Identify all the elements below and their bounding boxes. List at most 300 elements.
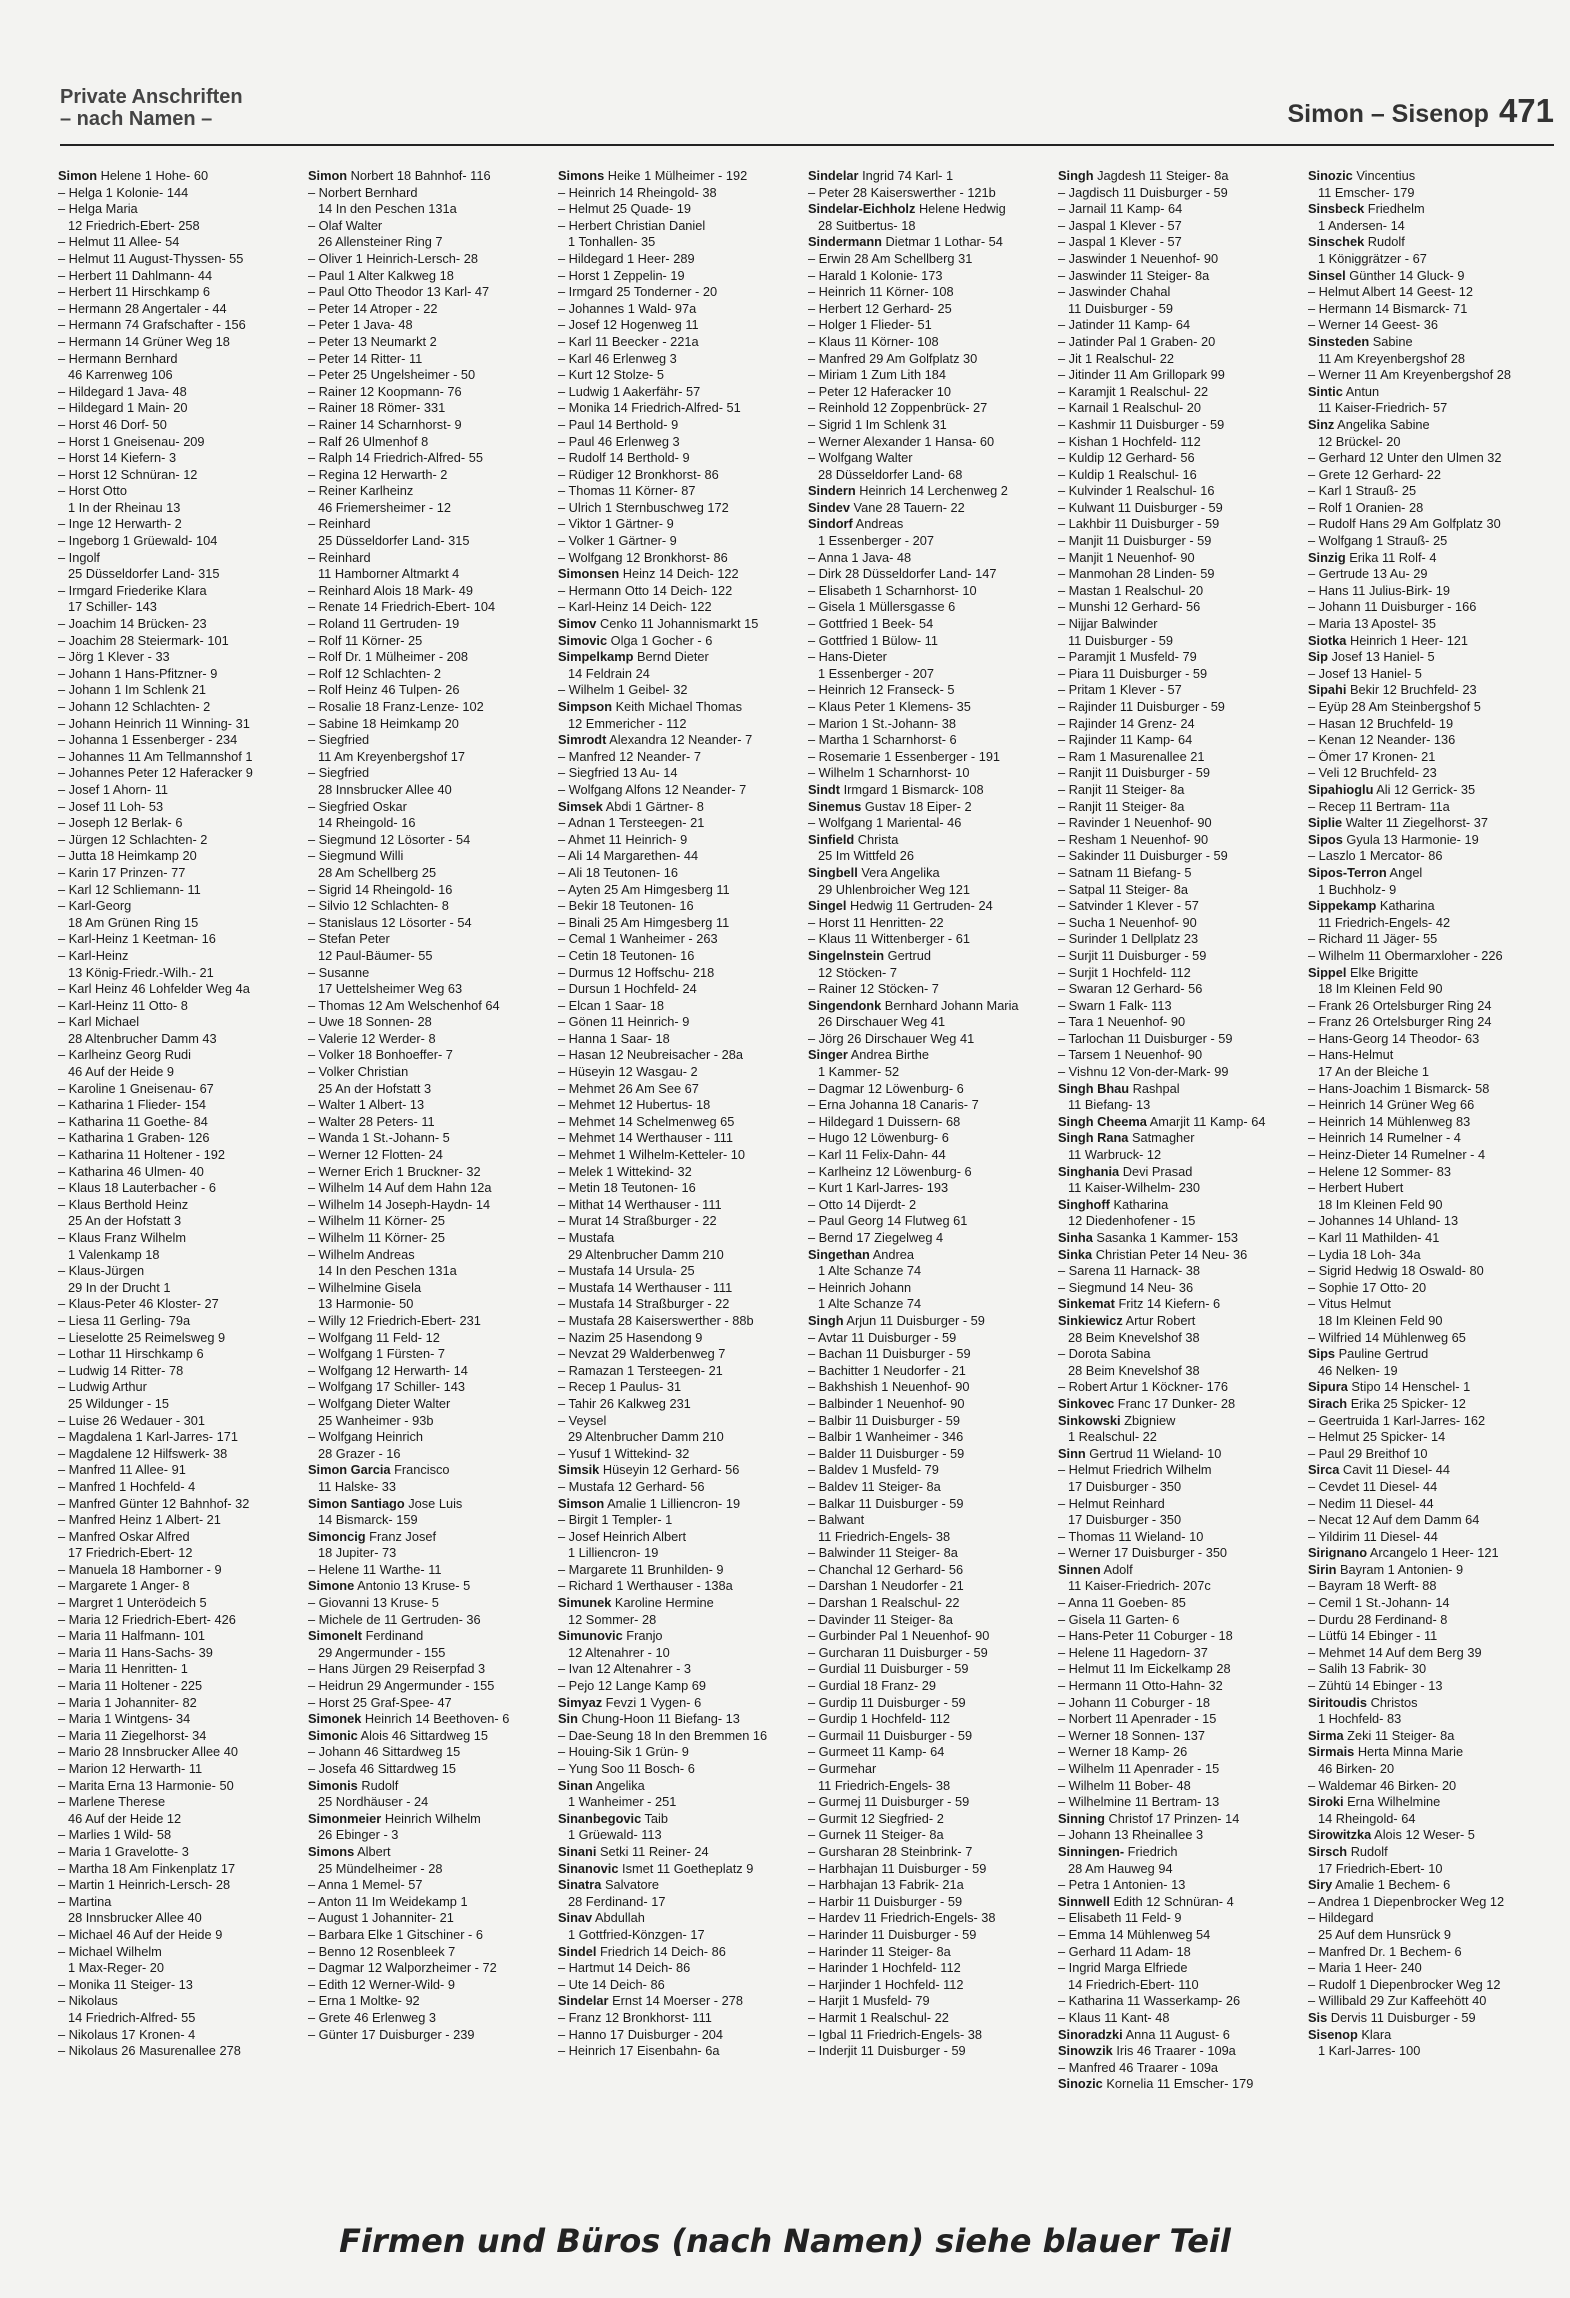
surname: Singelnstein bbox=[808, 947, 885, 963]
entry-text: – Giovanni 13 Kruse- 5 bbox=[308, 1595, 439, 1611]
directory-entry bbox=[1308, 1529, 1546, 1546]
entry-text: – Hermann 28 Angertaler - 44 bbox=[58, 300, 227, 316]
directory-entry bbox=[58, 1031, 296, 1048]
entry-text: 18 Am Grünen Ring 15 bbox=[68, 914, 199, 930]
directory-entry bbox=[58, 882, 296, 899]
entry-text: – Mustafa bbox=[558, 1230, 615, 1245]
directory-entry bbox=[308, 301, 546, 318]
directory-entry bbox=[58, 1728, 296, 1745]
directory-entry bbox=[1058, 765, 1296, 782]
entry-text: 17 Schiller- 143 bbox=[68, 599, 157, 615]
entry-text: – Peter 12 Haferacker 10 bbox=[808, 383, 951, 399]
directory-entry bbox=[308, 732, 546, 749]
directory-entry bbox=[58, 1512, 296, 1529]
directory-entry bbox=[558, 1230, 796, 1247]
entry-text: 12 Emmericher - 112 bbox=[568, 715, 687, 731]
entry-text: – Hüseyin 12 Wasgau- 2 bbox=[558, 1064, 698, 1080]
entry-text: Walter 11 Ziegelhorst- 37 bbox=[1345, 815, 1488, 831]
directory-entry bbox=[558, 251, 796, 268]
directory-entry bbox=[308, 1794, 546, 1811]
directory-entry bbox=[558, 516, 796, 533]
directory-entry bbox=[308, 649, 546, 666]
directory-entry bbox=[308, 168, 546, 185]
entry-text: – Gurdial 18 Franz- 29 bbox=[808, 1678, 937, 1694]
entry-text: – Baldev 11 Steiger- 8a bbox=[808, 1478, 941, 1494]
entry-text: – Josef Heinrich Albert bbox=[558, 1528, 687, 1544]
directory-entry bbox=[558, 1164, 796, 1181]
surname: Sirma bbox=[1308, 1727, 1344, 1743]
directory-entry bbox=[1058, 2076, 1296, 2093]
entry-text: – Ingrid Marga Elfriede bbox=[1058, 1960, 1188, 1976]
entry-text: 11 Hamborner Altmarkt 4 bbox=[318, 566, 460, 582]
directory-entry bbox=[1308, 682, 1546, 699]
surname: Sipahioglu bbox=[1308, 781, 1374, 797]
entry-text: – Baldev 1 Musfeld- 79 bbox=[808, 1462, 939, 1478]
entry-text: – Maria 11 Holtener - 225 bbox=[58, 1678, 203, 1694]
directory-entry bbox=[808, 815, 1046, 832]
entry-text: – Heinrich 12 Franseck- 5 bbox=[808, 682, 955, 698]
entry-text: – Jarnail 11 Kamp- 64 bbox=[1058, 201, 1183, 217]
directory-entry bbox=[1308, 1678, 1546, 1695]
directory-entry bbox=[558, 1031, 796, 1048]
directory-entry bbox=[1308, 1977, 1546, 1994]
directory-entry bbox=[1058, 1545, 1296, 1562]
entry-text: – Gerhard 12 Unter den Ulmen 32 bbox=[1308, 450, 1502, 466]
directory-entry bbox=[308, 1014, 546, 1031]
directory-entry bbox=[1308, 483, 1546, 500]
entry-text: – Josefa 46 Sittardweg 15 bbox=[308, 1761, 456, 1776]
directory-entry bbox=[558, 865, 796, 882]
entry-text: – Karl 11 Mathilden- 41 bbox=[1308, 1230, 1440, 1245]
directory-entry bbox=[808, 915, 1046, 932]
entry-text: 11 Friedrich-Engels- 42 bbox=[1318, 914, 1451, 930]
directory-entry bbox=[1308, 832, 1546, 849]
entry-text: – Ömer 17 Kronen- 21 bbox=[1308, 748, 1436, 764]
directory-entry bbox=[808, 483, 1046, 500]
directory-entry bbox=[558, 218, 796, 235]
entry-text: – Rudolf 14 Berthold- 9 bbox=[558, 450, 690, 466]
surname: Simon Santiago bbox=[308, 1495, 405, 1511]
entry-text: – Horst 1 Zeppelin- 19 bbox=[558, 267, 685, 283]
entry-text: – Siegmund Willi bbox=[308, 848, 404, 864]
directory-entry bbox=[808, 998, 1046, 1015]
surname: Sisenop bbox=[1308, 2026, 1358, 2042]
directory-entry bbox=[1308, 467, 1546, 484]
directory-entry bbox=[1308, 301, 1546, 318]
entry-text: – Johannes 14 Uhland- 13 bbox=[1308, 1213, 1459, 1229]
entry-text: – Werner 11 Am Kreyenbergshof 28 bbox=[1308, 367, 1511, 383]
section-title bbox=[60, 86, 243, 130]
directory-entry bbox=[58, 550, 296, 567]
directory-entry bbox=[1308, 1827, 1546, 1844]
directory-entry bbox=[308, 1346, 546, 1363]
directory-entry bbox=[308, 915, 546, 932]
entry-text: – Hans Jürgen 29 Reiserpfad 3 bbox=[308, 1661, 486, 1677]
entry-text: – Johann 12 Schlachten- 2 bbox=[58, 699, 211, 714]
directory-entry bbox=[58, 682, 296, 699]
entry-text: – Melek 1 Wittekind- 32 bbox=[558, 1163, 692, 1179]
directory-entry bbox=[1058, 1910, 1296, 1927]
directory-entry bbox=[58, 1844, 296, 1861]
entry-text: – Hasan 12 Bruchfeld- 19 bbox=[1308, 715, 1454, 731]
directory-entry bbox=[1058, 716, 1296, 733]
surname: Simonelt bbox=[308, 1628, 363, 1644]
directory-entry bbox=[1058, 915, 1296, 932]
entry-text: – Rajinder 11 Kamp- 64 bbox=[1058, 732, 1193, 748]
directory-entry bbox=[1058, 898, 1296, 915]
entry-text: – Erwin 28 Am Schellberg 31 bbox=[808, 250, 973, 266]
directory-entry bbox=[808, 1363, 1046, 1380]
surname: Sipahi bbox=[1308, 682, 1347, 698]
entry-text: – Erna 1 Moltke- 92 bbox=[308, 1993, 420, 2009]
directory-entry bbox=[58, 201, 296, 218]
entry-text: – Heinrich Johann bbox=[808, 1279, 912, 1295]
directory-entry bbox=[558, 1844, 796, 1861]
entry-text: – Mastan 1 Realschul- 20 bbox=[1058, 582, 1204, 598]
directory-entry bbox=[1308, 865, 1546, 882]
entry-text: – Magdalene 12 Hilfswerk- 38 bbox=[58, 1445, 228, 1461]
directory-entry bbox=[558, 1545, 796, 1562]
directory-entry bbox=[58, 931, 296, 948]
entry-text: 11 Am Kreyenbergshof 28 bbox=[1318, 350, 1466, 366]
directory-entry bbox=[558, 2043, 796, 2060]
directory-entry bbox=[558, 2027, 796, 2044]
entry-text: – Gottfried 1 Beek- 54 bbox=[808, 616, 934, 632]
directory-entry bbox=[1058, 1247, 1296, 1264]
entry-text: – Rolf Heinz 46 Tulpen- 26 bbox=[308, 682, 460, 698]
entry-text: – Hildegard 1 Duissern- 68 bbox=[808, 1113, 961, 1129]
directory-entry bbox=[308, 2027, 546, 2044]
entry-text: – Harmit 1 Realschul- 22 bbox=[808, 2009, 949, 2025]
directory-entry bbox=[1308, 699, 1546, 716]
directory-entry bbox=[58, 1147, 296, 1164]
directory-entry bbox=[1058, 2027, 1296, 2044]
directory-entry bbox=[558, 1147, 796, 1164]
directory-entry bbox=[1308, 1927, 1546, 1944]
directory-entry bbox=[58, 400, 296, 417]
entry-text: 11 Duisburger - 59 bbox=[1068, 300, 1174, 316]
directory-entry bbox=[1058, 1744, 1296, 1761]
entry-text: – Ludwig 1 Aakerfähr- 57 bbox=[558, 383, 701, 399]
directory-entry bbox=[308, 1330, 546, 1347]
entry-text: – Ivan 12 Altenahrer - 3 bbox=[558, 1661, 692, 1677]
directory-entry bbox=[558, 1761, 796, 1778]
directory-columns bbox=[58, 168, 1558, 2188]
entry-text: 14 In den Peschen 131a bbox=[318, 1263, 457, 1279]
entry-text: – Cevdet 11 Diesel- 44 bbox=[1308, 1478, 1438, 1494]
directory-entry bbox=[58, 566, 296, 583]
directory-entry bbox=[808, 1247, 1046, 1264]
directory-entry bbox=[1058, 1628, 1296, 1645]
directory-entry bbox=[1308, 599, 1546, 616]
directory-entry bbox=[308, 749, 546, 766]
directory-entry bbox=[58, 1993, 296, 2010]
entry-text: – Reinhard bbox=[308, 516, 371, 532]
directory-entry bbox=[308, 1047, 546, 1064]
entry-text: Jose Luis bbox=[408, 1495, 463, 1511]
directory-entry bbox=[1308, 1496, 1546, 1513]
entry-text: – Reinhard bbox=[308, 549, 371, 565]
directory-entry bbox=[808, 732, 1046, 749]
directory-entry bbox=[1308, 1894, 1546, 1911]
entry-text: – Holger 1 Flieder- 51 bbox=[808, 317, 932, 333]
directory-entry bbox=[808, 666, 1046, 683]
entry-text: 12 Friedrich-Ebert- 258 bbox=[68, 217, 200, 233]
entry-text: – Jutta 18 Heimkamp 20 bbox=[58, 848, 197, 864]
entry-text: Setki 11 Reiner- 24 bbox=[599, 1843, 709, 1859]
directory-entry bbox=[808, 450, 1046, 467]
directory-entry bbox=[58, 1081, 296, 1098]
entry-text: 18 Im Kleinen Feld 90 bbox=[1318, 1196, 1443, 1212]
entry-text: – Margarete 11 Brunhilden- 9 bbox=[558, 1561, 724, 1577]
directory-entry bbox=[558, 782, 796, 799]
directory-entry bbox=[308, 981, 546, 998]
directory-entry bbox=[558, 832, 796, 849]
entry-text: – Maria 1 Johanniter- 82 bbox=[58, 1694, 197, 1710]
directory-entry bbox=[58, 1130, 296, 1147]
entry-text: – Wilfried 14 Mühlenweg 65 bbox=[1308, 1329, 1466, 1345]
directory-entry bbox=[558, 1413, 796, 1430]
directory-entry bbox=[1058, 1993, 1296, 2010]
entry-text: 12 Stöcken- 7 bbox=[818, 964, 897, 980]
entry-text: Franc 17 Dunker- 28 bbox=[1117, 1395, 1236, 1411]
entry-text: 25 An der Hofstatt 3 bbox=[318, 1080, 432, 1096]
directory-entry bbox=[308, 2010, 546, 2027]
entry-text: – Manfred 29 Am Golfplatz 30 bbox=[808, 350, 978, 366]
directory-entry bbox=[808, 1711, 1046, 1728]
entry-text: – Adnan 1 Tersteegen- 21 bbox=[558, 815, 705, 831]
entry-text: – Martin 1 Heinrich-Lersch- 28 bbox=[58, 1877, 231, 1893]
surname: Sinemus bbox=[808, 798, 862, 814]
directory-entry bbox=[1058, 1977, 1296, 1994]
entry-text: 28 Grazer - 16 bbox=[318, 1445, 401, 1461]
directory-entry bbox=[808, 1993, 1046, 2010]
directory-entry bbox=[308, 533, 546, 550]
directory-entry bbox=[308, 1147, 546, 1164]
entry-text: – Willibald 29 Zur Kaffeehött 40 bbox=[1308, 1993, 1487, 2009]
entry-text: – Karamjit 1 Realschul- 22 bbox=[1058, 383, 1209, 399]
entry-text: – Kenan 12 Neander- 136 bbox=[1308, 732, 1456, 748]
directory-entry bbox=[308, 1578, 546, 1595]
entry-text: 28 Ferdinand- 17 bbox=[568, 1893, 666, 1909]
entry-text: – Reiner Karlheinz bbox=[308, 483, 414, 499]
directory-entry bbox=[558, 599, 796, 616]
entry-text: – Helmut 25 Spicker- 14 bbox=[1308, 1429, 1446, 1445]
entry-text: – Rudolf Hans 29 Am Golfplatz 30 bbox=[1308, 516, 1501, 532]
directory-entry bbox=[308, 234, 546, 251]
entry-text: 1 Buchholz- 9 bbox=[1318, 881, 1397, 897]
directory-entry bbox=[1058, 434, 1296, 451]
surname: Sinanbegovic bbox=[558, 1810, 642, 1826]
directory-entry bbox=[1058, 1197, 1296, 1214]
entry-text: Christof 17 Prinzen- 14 bbox=[1108, 1810, 1240, 1826]
directory-entry bbox=[58, 583, 296, 600]
directory-entry bbox=[1308, 915, 1546, 932]
entry-text: – Frank 26 Ortelsburger Ring 24 bbox=[1308, 997, 1492, 1013]
entry-text: – Helene 11 Warthe- 11 bbox=[308, 1561, 442, 1577]
entry-text: Helene Hedwig bbox=[918, 201, 1006, 217]
surname: Sinkovec bbox=[1058, 1395, 1115, 1411]
directory-entry bbox=[1058, 185, 1296, 202]
entry-text: – Regina 12 Herwarth- 2 bbox=[308, 466, 448, 482]
entry-text: – Dursun 1 Hochfeld- 24 bbox=[558, 981, 697, 997]
directory-entry bbox=[58, 1164, 296, 1181]
directory-entry bbox=[58, 1396, 296, 1413]
entry-text: Salvatore bbox=[604, 1877, 660, 1893]
directory-entry bbox=[1308, 1811, 1546, 1828]
entry-text: – Maria 1 Wintgens- 34 bbox=[58, 1711, 191, 1727]
directory-entry bbox=[808, 1612, 1046, 1629]
entry-text: – Helga Maria bbox=[58, 201, 138, 217]
directory-entry bbox=[308, 1479, 546, 1496]
directory-entry bbox=[1058, 1114, 1296, 1131]
entry-text: – Vishnu 12 Von-der-Mark- 99 bbox=[1058, 1064, 1229, 1080]
directory-entry bbox=[1308, 716, 1546, 733]
directory-entry bbox=[58, 666, 296, 683]
entry-text: – Heinrich 14 Grüner Weg 66 bbox=[1308, 1097, 1475, 1113]
directory-entry bbox=[558, 1910, 796, 1927]
entry-text: – Gurdial 11 Duisburger - 59 bbox=[808, 1661, 969, 1677]
entry-text: – Karl 11 Felix-Dahn- 44 bbox=[808, 1147, 946, 1163]
surname: Siotka bbox=[1308, 632, 1347, 648]
entry-text: – Maria 11 Ziegelhorst- 34 bbox=[58, 1727, 207, 1743]
surname: Singethan bbox=[808, 1246, 870, 1262]
entry-text: – Mustafa 12 Gerhard- 56 bbox=[558, 1478, 705, 1494]
entry-text: Devi Prasad bbox=[1122, 1163, 1193, 1179]
directory-entry bbox=[308, 1097, 546, 1114]
entry-text: – Marlies 1 Wild- 58 bbox=[58, 1827, 172, 1843]
entry-text: Katharina bbox=[1379, 898, 1435, 914]
entry-text: – Harinder 1 Hochfeld- 112 bbox=[808, 1960, 961, 1976]
directory-entry bbox=[558, 649, 796, 666]
directory-entry bbox=[308, 1711, 546, 1728]
entry-text: Edith 12 Schnüran- 4 bbox=[1113, 1893, 1234, 1909]
entry-text: – Herbert Christian Daniel bbox=[558, 217, 706, 233]
directory-entry bbox=[1308, 1695, 1546, 1712]
entry-text: – Nikolaus bbox=[58, 1993, 118, 2009]
surname: Sipura bbox=[1308, 1379, 1348, 1395]
directory-entry bbox=[1308, 882, 1546, 899]
entry-text: – Elisabeth 1 Scharnhorst- 10 bbox=[808, 582, 977, 598]
entry-text: 11 Friedrich-Engels- 38 bbox=[818, 1528, 951, 1544]
entry-text: – Reinhold 12 Zoppenbrück- 27 bbox=[808, 400, 988, 416]
entry-text: Iris 46 Traarer - 109a bbox=[1116, 2043, 1236, 2059]
directory-entry bbox=[808, 1728, 1046, 1745]
directory-entry bbox=[1308, 1778, 1546, 1795]
entry-text: – Balwant bbox=[808, 1512, 865, 1528]
entry-text: – Karl-Heinz bbox=[58, 947, 129, 963]
entry-text: – Hildegard 1 Java- 48 bbox=[58, 383, 187, 399]
directory-entry bbox=[308, 1562, 546, 1579]
entry-text: – Stanislaus 12 Lösorter - 54 bbox=[308, 914, 472, 930]
entry-text: – Martha 1 Scharnhorst- 6 bbox=[808, 732, 957, 748]
entry-text: Angelika bbox=[595, 1777, 645, 1793]
entry-text: – Metin 18 Teutonen- 16 bbox=[558, 1180, 696, 1196]
directory-entry bbox=[558, 965, 796, 982]
entry-text: – Heinrich 17 Eisenbahn- 6a bbox=[558, 2043, 720, 2059]
entry-text: 14 Feldrain 24 bbox=[568, 665, 650, 681]
entry-text: 14 In den Peschen 131a bbox=[318, 201, 457, 217]
entry-text: – Ralph 14 Friedrich-Alfred- 55 bbox=[308, 450, 483, 466]
entry-text: – Salih 13 Fabrik- 30 bbox=[1308, 1661, 1427, 1677]
surname: Sinav bbox=[558, 1910, 593, 1926]
entry-text: – Martha 18 Am Finkenplatz 17 bbox=[58, 1860, 236, 1876]
surname: Sinozic bbox=[1308, 168, 1353, 183]
directory-entry bbox=[808, 1446, 1046, 1463]
entry-text: – Maria 11 Henritten- 1 bbox=[58, 1661, 188, 1677]
directory-entry bbox=[58, 1429, 296, 1446]
entry-text: Friedrich bbox=[1127, 1843, 1178, 1859]
directory-entry bbox=[1308, 2010, 1546, 2027]
entry-text: – Marlene Therese bbox=[58, 1794, 166, 1810]
surname: Simon bbox=[308, 168, 348, 183]
entry-text: 26 Allensteiner Ring 7 bbox=[318, 234, 443, 250]
entry-text: – Johann 46 Sittardweg 15 bbox=[308, 1744, 461, 1760]
entry-text: – Renate 14 Friedrich-Ebert- 104 bbox=[308, 599, 496, 615]
directory-entry bbox=[558, 1728, 796, 1745]
directory-entry bbox=[1308, 1628, 1546, 1645]
entry-text: – Ranjit 11 Steiger- 8a bbox=[1058, 798, 1185, 814]
directory-entry bbox=[308, 699, 546, 716]
entry-text: – Wolfgang 17 Schiller- 143 bbox=[308, 1379, 465, 1395]
directory-entry bbox=[58, 915, 296, 932]
entry-text: – Ranjit 11 Duisburger - 59 bbox=[1058, 765, 1210, 781]
entry-text: – Durdu 28 Ferdinand- 8 bbox=[1308, 1611, 1448, 1627]
directory-entry bbox=[558, 1047, 796, 1064]
directory-entry bbox=[558, 434, 796, 451]
directory-entry bbox=[1308, 1263, 1546, 1280]
entry-text: – Lakhbir 11 Duisburger - 59 bbox=[1058, 516, 1220, 532]
directory-entry bbox=[1058, 500, 1296, 517]
directory-entry bbox=[1058, 1678, 1296, 1695]
entry-text: 1 Königgrätzer - 67 bbox=[1318, 250, 1427, 266]
directory-entry bbox=[1308, 1247, 1546, 1264]
directory-entry bbox=[808, 1794, 1046, 1811]
surname: Sirach bbox=[1308, 1395, 1348, 1411]
directory-entry bbox=[58, 1346, 296, 1363]
directory-entry bbox=[808, 965, 1046, 982]
directory-entry bbox=[808, 1230, 1046, 1247]
directory-entry bbox=[1058, 516, 1296, 533]
entry-text: – Gurcharan 11 Duisburger - 59 bbox=[808, 1644, 988, 1660]
directory-entry bbox=[808, 898, 1046, 915]
directory-entry bbox=[308, 799, 546, 816]
directory-entry bbox=[308, 1910, 546, 1927]
surname: Sinka bbox=[1058, 1246, 1093, 1262]
directory-entry bbox=[558, 1396, 796, 1413]
directory-entry bbox=[308, 1446, 546, 1463]
directory-entry bbox=[58, 1562, 296, 1579]
entry-text: Günther 14 Gluck- 9 bbox=[1349, 267, 1465, 283]
entry-text: 25 An der Hofstatt 3 bbox=[68, 1213, 182, 1229]
entry-text: – Miriam 1 Zum Lith 184 bbox=[808, 367, 946, 383]
directory-entry bbox=[808, 1744, 1046, 1761]
entry-text: 12 Altenahrer - 10 bbox=[568, 1644, 670, 1660]
entry-text: Anna 11 August- 6 bbox=[1125, 2026, 1230, 2042]
entry-text: – Norbert Bernhard bbox=[308, 184, 418, 200]
entry-text: – Wolfgang 1 Mariental- 46 bbox=[808, 815, 962, 831]
directory-entry bbox=[58, 1230, 296, 1247]
directory-entry bbox=[308, 1960, 546, 1977]
entry-text: 12 Brückel- 20 bbox=[1318, 433, 1401, 449]
entry-text: 1 Essenberger - 207 bbox=[818, 533, 934, 549]
entry-text: – Helmut Albert 14 Geest- 12 bbox=[1308, 284, 1474, 300]
surname: Siroki bbox=[1308, 1794, 1344, 1810]
directory-entry bbox=[558, 301, 796, 318]
directory-entry bbox=[808, 168, 1046, 185]
entry-text: – Manfred Günter 12 Bahnhof- 32 bbox=[58, 1495, 250, 1511]
entry-text: – Dorota Sabina bbox=[1058, 1346, 1151, 1362]
